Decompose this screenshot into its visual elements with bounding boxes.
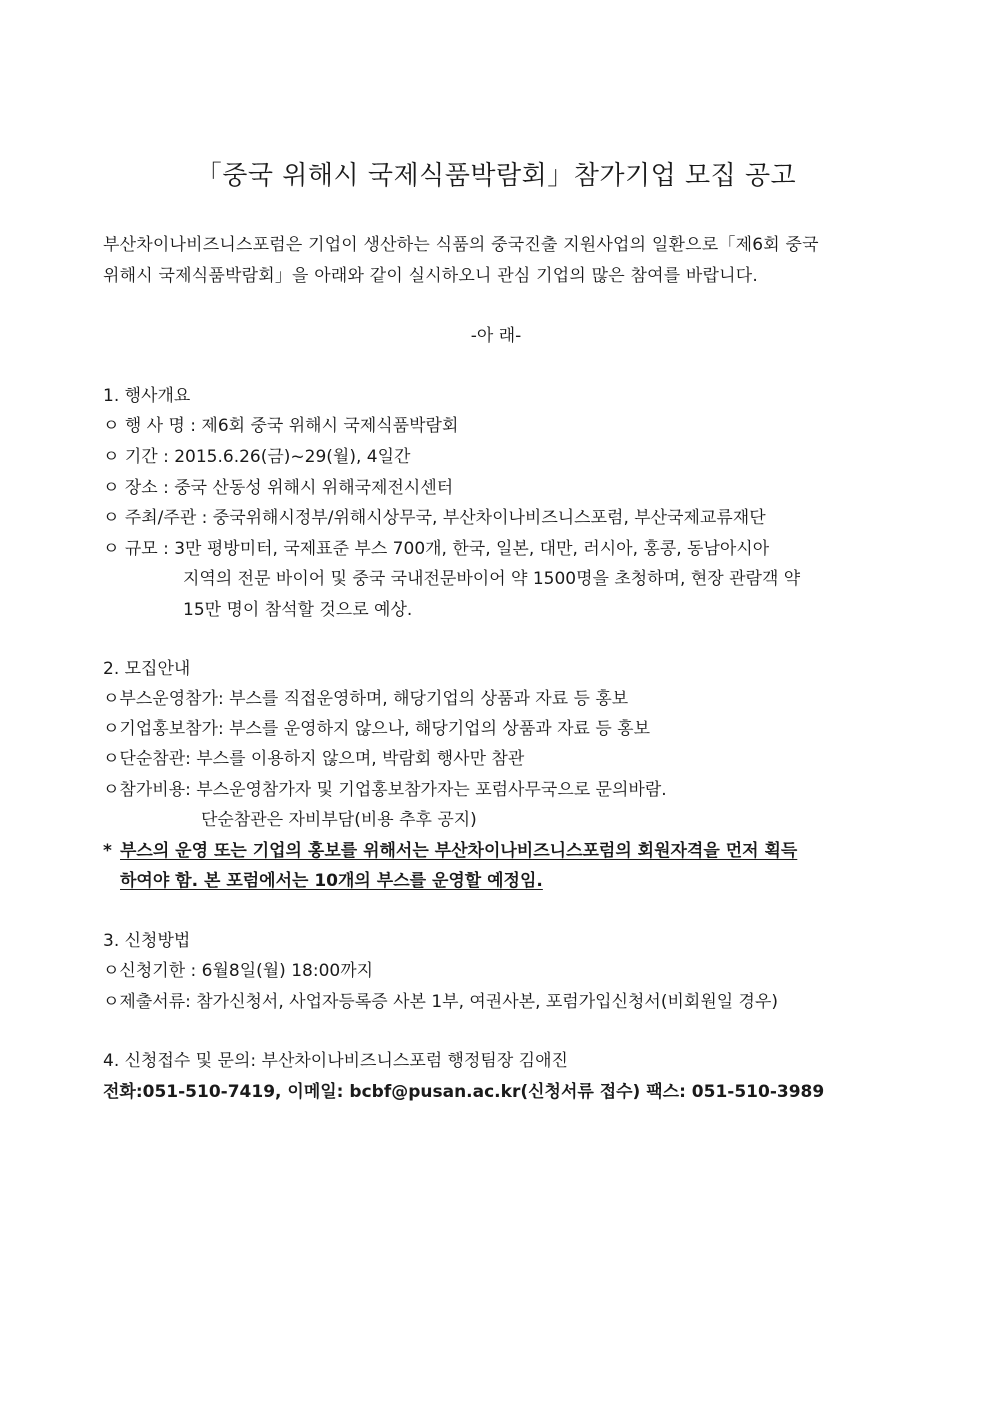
section-3-item: ㅇ제출서류: 참가신청서, 사업자등록증 사본 1부, 여권사본, 포럼가입신청서(비회원일 경우): [103, 992, 779, 1012]
section-3-heading: 3. 신청방법: [103, 931, 191, 951]
contact-info: 전화:051-510-7419, 이메일: bcbf@pusan.ac.kr(신청서류 접수) 팩스: 051-510-3989: [103, 1082, 825, 1102]
intro-line-2: 위해시 국제식품박람회」을 아래와 같이 실시하오니 관심 기업의 많은 참여를 바랍니다.: [103, 266, 759, 286]
section-4-heading: 4. 신청접수 및 문의: 부산차이나비즈니스포럼 행정팀장 김애진: [103, 1051, 568, 1071]
section-2-heading: 2. 모집안내: [103, 659, 191, 679]
ah-rae-label: -아 래-: [470, 326, 522, 346]
section-2-item: ㅇ단순참관: 부스를 이용하지 않으며, 박람회 행사만 참관: [103, 749, 525, 769]
section-1-continuation: 지역의 전문 바이어 및 중국 국내전문바이어 약 1500명을 초청하며, 현장 관람객 약: [183, 569, 801, 589]
section-1-item: ㅇ 규모 : 3만 평방미터, 국제표준 부스 700개, 한국, 일본, 대만, 러시아, 홍콩, 동남아시아: [103, 539, 770, 559]
section-1-heading: 1. 행사개요: [103, 386, 191, 406]
membership-note-line-2: 하여야 함. 본 포럼에서는 10개의 부스를 운영할 예정임.: [120, 871, 543, 891]
membership-note-line-1: 부스의 운영 또는 기업의 홍보를 위해서는 부산차이나비즈니스포럼의 회원자격을 먼저 획득: [120, 841, 798, 861]
section-1-continuation: 15만 명이 참석할 것으로 예상.: [183, 600, 413, 620]
section-3-item: ㅇ신청기한 : 6월8일(월) 18:00까지: [103, 961, 374, 981]
section-1-item: ㅇ 행 사 명 : 제6회 중국 위해시 국제식품박람회: [103, 416, 459, 436]
section-2-item: ㅇ기업홍보참가: 부스를 운영하지 않으나, 해당기업의 상품과 자료 등 홍보: [103, 719, 651, 739]
section-1-item: ㅇ 장소 : 중국 산동성 위해시 위해국제전시센터: [103, 478, 454, 498]
intro-line-1: 부산차이나비즈니스포럼은 기업이 생산하는 식품의 중국진출 지원사업의 일환으로「제6회 중국: [103, 235, 819, 255]
section-1-item: ㅇ 기간 : 2015.6.26(금)~29(월), 4일간: [103, 447, 411, 467]
section-2-cost-continuation: 단순참관은 자비부담(비용 추후 공지): [201, 810, 477, 830]
page-title: 「중국 위해시 국제식품박람회」참가기업 모집 공고: [195, 161, 797, 191]
section-2-item: ㅇ참가비용: 부스운영참가자 및 기업홍보참가자는 포럼사무국으로 문의바람.: [103, 780, 667, 800]
section-2-item: ㅇ부스운영참가: 부스를 직접운영하며, 해당기업의 상품과 자료 등 홍보: [103, 689, 629, 709]
note-asterisk: *: [103, 841, 112, 861]
section-1-item: ㅇ 주최/주관 : 중국위해시정부/위해시상무국, 부산차이나비즈니스포럼, 부산국제교류재단: [103, 508, 766, 528]
